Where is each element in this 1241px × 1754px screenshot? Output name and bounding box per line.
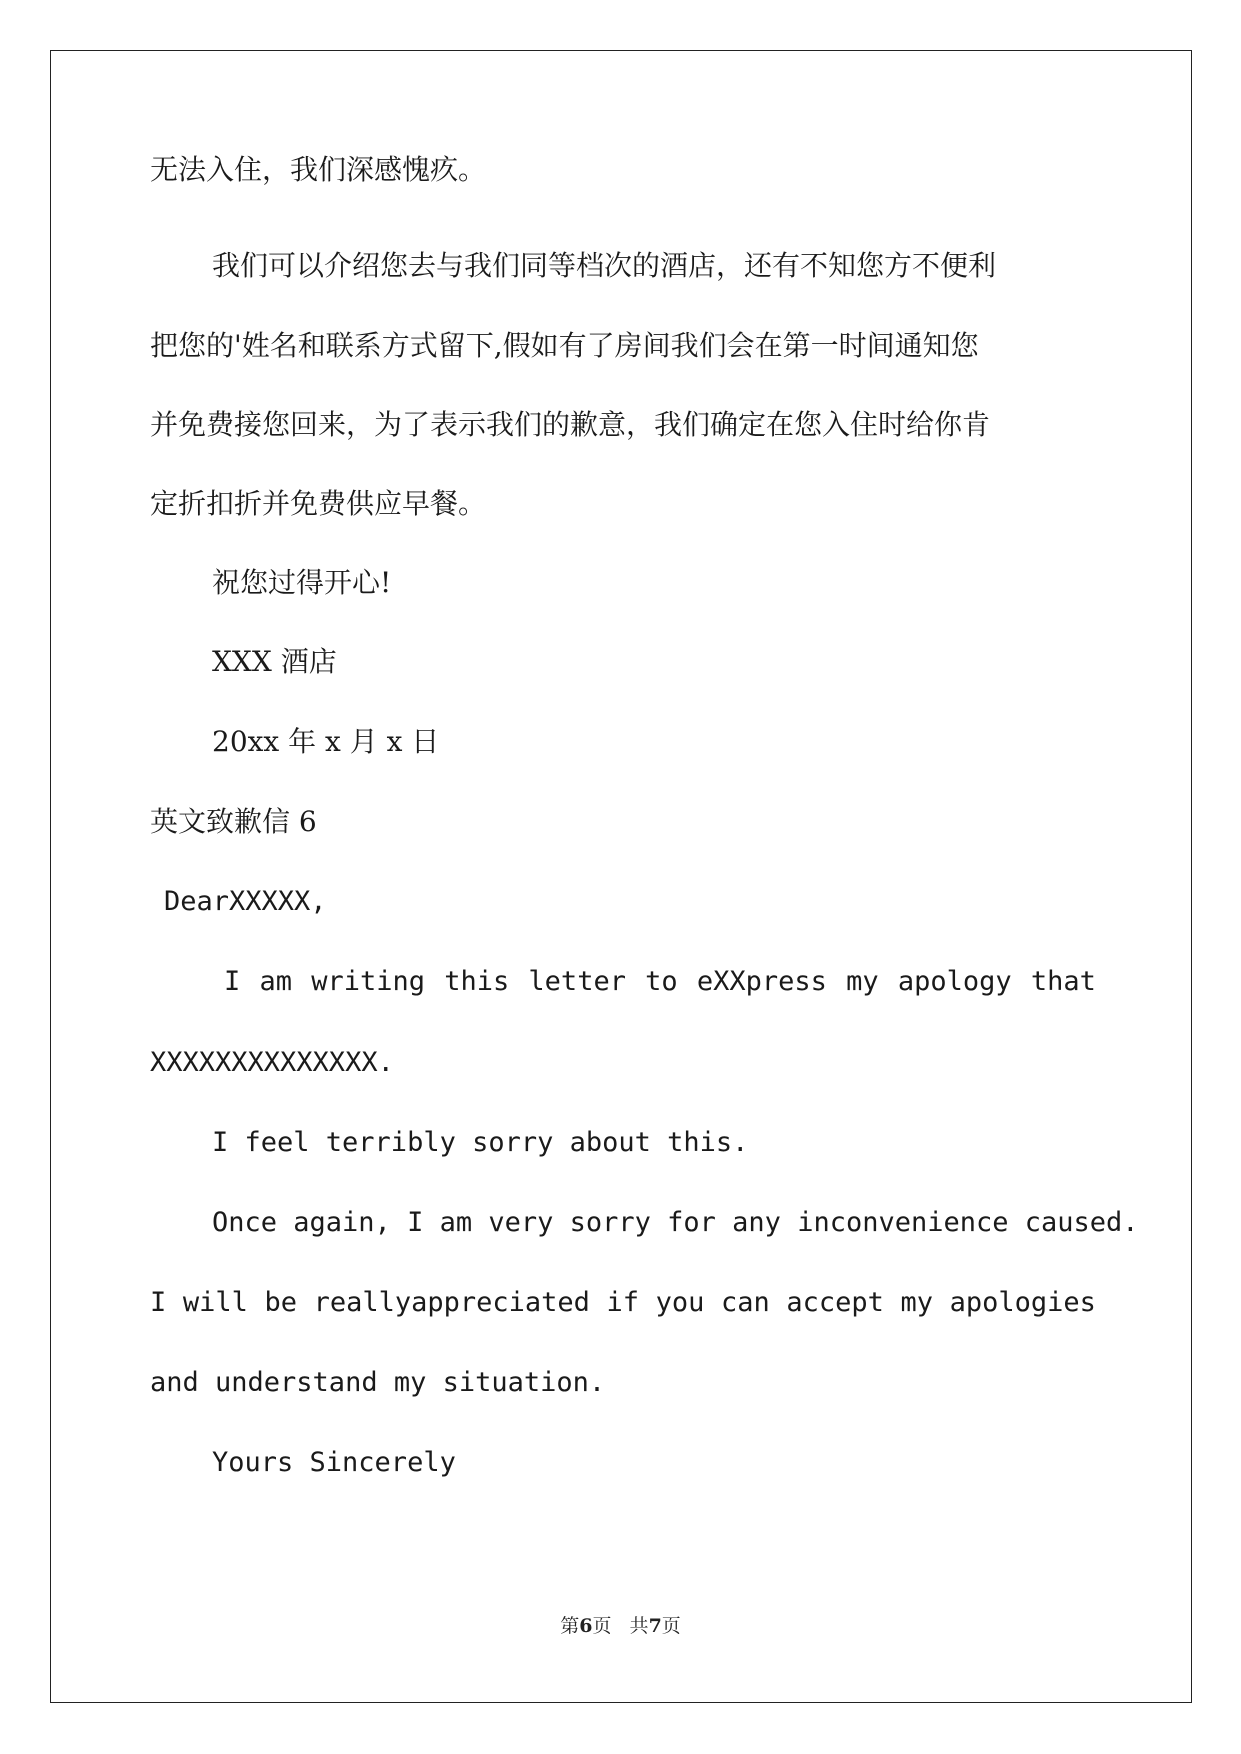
word: that — [1030, 966, 1096, 997]
paragraph-line: 无法入住，我们深感愧疚。 — [150, 153, 487, 186]
word: writing — [311, 966, 425, 997]
paragraph-line: and understand my situation. — [150, 1367, 606, 1398]
paragraph-line: 定折扣折并免费供应早餐。 — [150, 487, 487, 520]
word: I — [150, 1287, 167, 1318]
footer-mid: 页 共 — [592, 1615, 649, 1637]
paragraph-line: 并免费接您回来，为了表示我们的歉意，我们确定在您入住时给你肯 — [150, 408, 991, 441]
word: if — [606, 1287, 640, 1318]
paragraph-line: 我们可以介绍您去与我们同等档次的酒店，还有不知您方不便利 — [212, 249, 997, 282]
paragraph-line: XXXXXXXXXXXXXX. — [150, 1047, 394, 1078]
word: be — [264, 1287, 297, 1318]
word: letter — [528, 966, 626, 997]
word: will — [182, 1287, 248, 1318]
page-footer — [0, 1611, 1241, 1638]
word: reallyappreciated — [313, 1287, 590, 1318]
justified-line — [150, 962, 1096, 1002]
total-page-number: 7 — [648, 1615, 662, 1637]
footer-prefix: 第 — [560, 1615, 580, 1637]
word: eXXpress — [696, 966, 827, 997]
word: this — [444, 966, 510, 997]
word: you — [655, 1287, 705, 1318]
closing-greeting: 祝您过得开心! — [212, 566, 392, 599]
word: to — [645, 966, 678, 997]
paragraph-line: 把您的'姓名和联系方式留下,假如有了房间我们会在第一时间通知您 — [150, 329, 979, 362]
date: 20xx 年 x 月 x 日 — [212, 725, 440, 758]
word: I — [224, 966, 241, 997]
word: apology — [897, 966, 1012, 997]
salutation: DearXXXXX, — [164, 886, 327, 917]
word: my — [846, 966, 879, 997]
paragraph-line: Once again, I am very sorry for any inconvenience caused. — [212, 1207, 1139, 1238]
current-page-number: 6 — [579, 1615, 593, 1637]
word: my — [900, 1287, 934, 1318]
justified-line — [150, 1283, 1096, 1323]
word: can — [721, 1287, 770, 1318]
footer-suffix: 页 — [661, 1615, 681, 1637]
word: am — [259, 966, 292, 997]
section-heading: 英文致歉信 6 — [150, 805, 317, 838]
word: apologies — [949, 1287, 1096, 1318]
word: accept — [786, 1287, 884, 1318]
closing-line: Yours Sincerely — [212, 1447, 456, 1478]
paragraph-line: I feel terribly sorry about this. — [212, 1127, 749, 1158]
signature: XXX 酒店 — [212, 645, 337, 678]
